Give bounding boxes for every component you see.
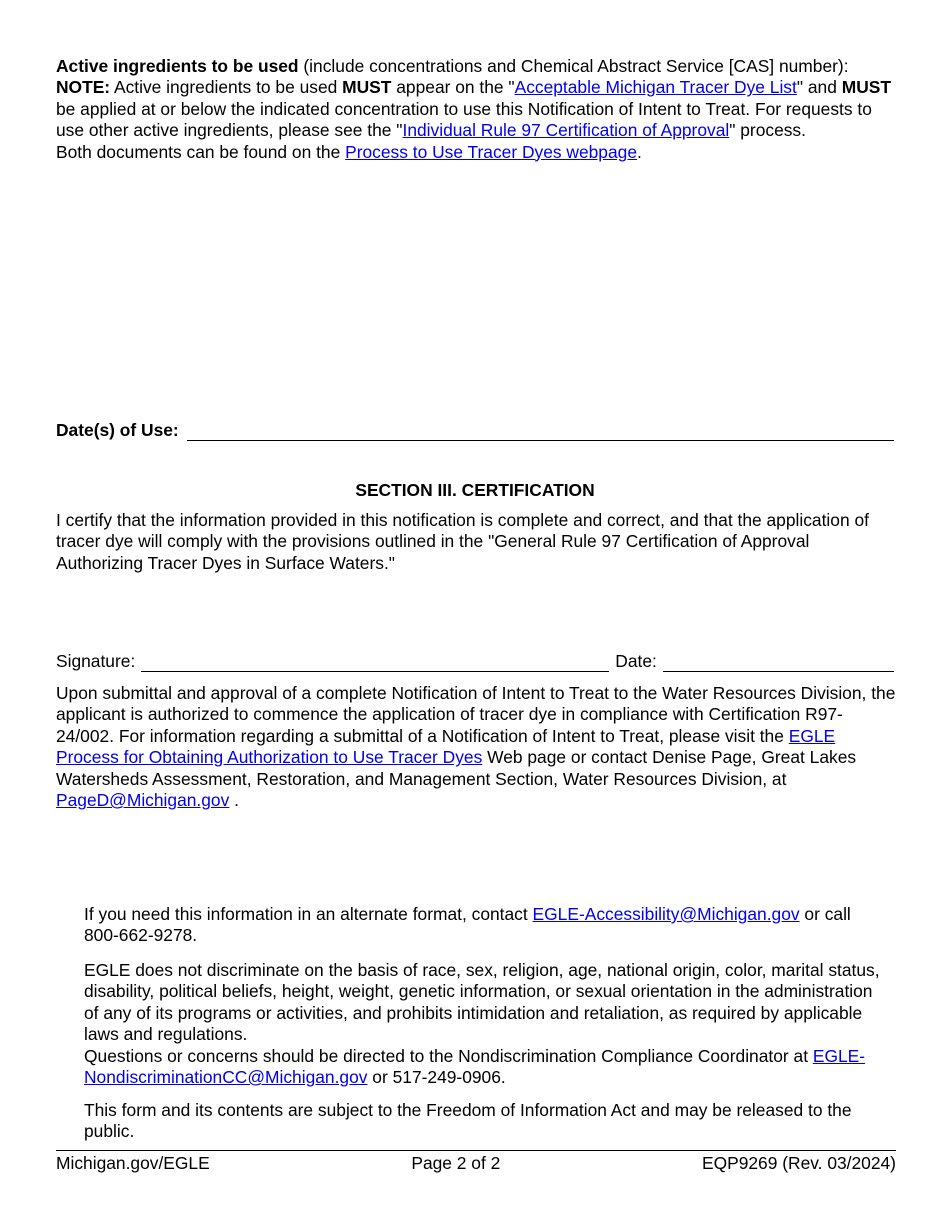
ingredients-text: " and [796,77,842,98]
ingredients-text: Both documents can be found on the [56,141,346,162]
signature-field[interactable] [141,653,609,672]
dates-of-use-row [56,420,894,441]
ingredients-text: . [637,141,642,162]
approval-text: Web page or contact Denise Page, Great Lakes Watersheds Assessment, Restoration, and Management Section, Water Resources Division, at [56,747,857,789]
ingredients-text: be applied at or below the indicated concentration to use this Notification of Intent to Treat. For requests to use other active ingredients, please see the " [56,98,872,141]
footer-page-number: Page 2 of 2 [411,1153,501,1173]
notice-text: or call 800-662-9278. [84,904,851,946]
footer-site: Michigan.gov/EGLE [56,1153,210,1173]
approval-text: . [229,790,239,811]
ingredients-text: (include concentrations and Chemical Abstract Service [CAS] number): [298,56,849,76]
foia-notice: This form and its contents are subject to the Freedom of Information Act and may be released to the public. [84,1100,852,1142]
accessibility-email-link[interactable]: EGLE-Accessibility@Michigan.gov [532,904,800,924]
ingredients-text: Active ingredients to be used [110,77,343,98]
date-label: Date: [615,651,657,671]
accessibility-notice [84,904,884,947]
acceptable-dye-list-link[interactable]: Acceptable Michigan Tracer Dye List [514,77,797,98]
dates-of-use-field[interactable] [187,422,894,441]
paged-email-link[interactable]: PageD@Michigan.gov [56,790,230,811]
signature-label: Signature: [56,651,136,671]
dates-of-use-label: Date(s) of Use: [56,420,179,440]
active-ingredients-section [56,56,896,163]
ingredients-text: " process. [729,120,806,141]
notice-text: Questions or concerns should be directed to the Nondiscrimination Compliance Coordinator at [84,1045,813,1066]
ingredients-text: appear on the " [391,77,515,98]
date-field[interactable] [663,653,894,672]
notice-text: If you need this information in an alternate format, contact [84,904,533,924]
page-footer [56,1150,896,1174]
signature-row [56,651,894,672]
must-label: MUST [342,77,392,98]
nondiscrimination-email-link[interactable]: EGLE-NondiscriminationCC@Michigan.gov [84,1045,866,1088]
active-ingredients-heading: Active ingredients to be used [56,56,299,76]
footer-form-id: EQP9269 (Rev. 03/2024) [701,1153,896,1173]
approval-text: Upon submittal and approval of a complete Notification of Intent to Treat to the Water Resources Division, the applicant is authorized to commence the application of tracer dye in compliance with Certification R97-24/002. For information regarding a submittal of a Notification of Intent to Treat, please visit the [56,683,896,746]
nondiscrimination-notice [84,960,884,1088]
approval-paragraph [56,683,896,811]
section-title: SECTION III. CERTIFICATION [355,480,595,500]
certification-text: I certify that the information provided in this notification is complete and correct, and that the application of tracer dye will comply with the provisions outlined in the "General Rule 97 Certification of Approval Authorizing Tracer Dyes in Surface Waters." [56,510,869,573]
note-label: NOTE: [56,77,111,98]
notice-text: or 517-249-0906. [367,1067,506,1088]
process-tracer-dyes-link[interactable]: Process to Use Tracer Dyes webpage [345,141,637,162]
individual-rule-97-link[interactable]: Individual Rule 97 Certification of Approval [402,120,730,141]
must-label: MUST [841,77,891,98]
notice-text: EGLE does not discriminate on the basis of race, sex, religion, age, national origin, color, marital status, disability, political beliefs, height, weight, genetic information, or sexual orientation in the administration of any of its programs or activities, and prohibits intimidation and retaliation, as required by applicable laws and regulations. [84,960,880,1045]
egle-process-link[interactable]: EGLE Process for Obtaining Authorization to Use Tracer Dyes [56,725,836,768]
